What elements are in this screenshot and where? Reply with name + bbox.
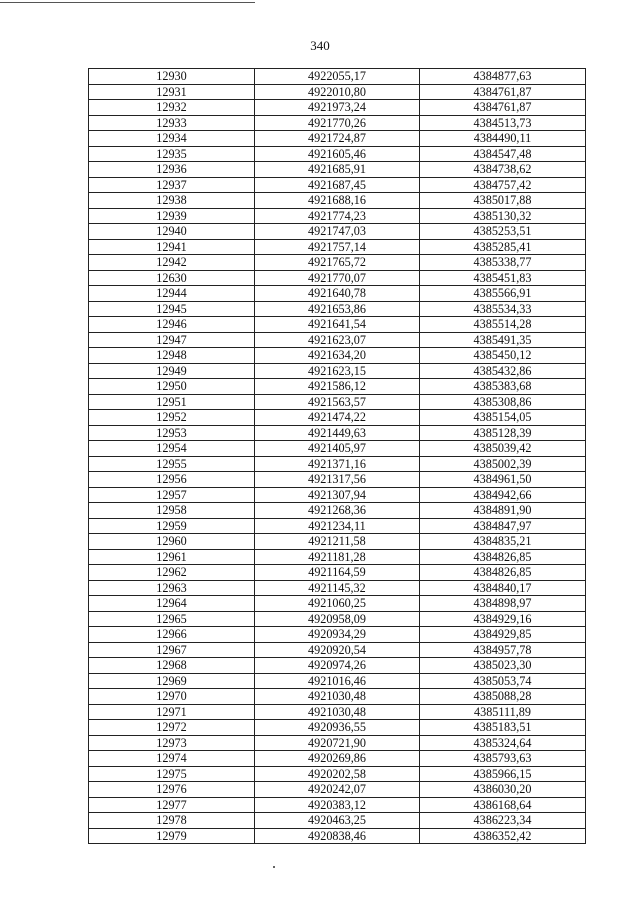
table-row (89, 348, 586, 364)
y-coordinate-cell: 4385338,77 (420, 255, 586, 271)
y-coordinate-cell: 4385450,12 (420, 348, 586, 364)
table-row (89, 394, 586, 410)
y-coordinate-cell: 4384826,85 (420, 549, 586, 565)
table-row (89, 642, 586, 658)
y-coordinate-cell: 4385039,42 (420, 441, 586, 457)
x-coordinate-cell: 4921371,16 (255, 456, 420, 472)
table-row (89, 518, 586, 534)
x-coordinate-cell: 4922010,80 (255, 84, 420, 100)
point-number-cell: 12977 (89, 797, 255, 813)
y-coordinate-cell: 4384847,97 (420, 518, 586, 534)
point-number-cell: 12930 (89, 69, 255, 85)
table-row (89, 239, 586, 255)
scan-speck (273, 866, 275, 868)
x-coordinate-cell: 4921640,78 (255, 286, 420, 302)
y-coordinate-cell: 4384490,11 (420, 131, 586, 147)
point-number-cell: 12946 (89, 317, 255, 333)
point-number-cell: 12958 (89, 503, 255, 519)
table-row (89, 332, 586, 348)
y-coordinate-cell: 4385183,51 (420, 720, 586, 736)
y-coordinate-cell: 4386168,64 (420, 797, 586, 813)
x-coordinate-cell: 4921586,12 (255, 379, 420, 395)
y-coordinate-cell: 4384898,97 (420, 596, 586, 612)
x-coordinate-cell: 4920242,07 (255, 782, 420, 798)
y-coordinate-cell: 4385017,88 (420, 193, 586, 209)
y-coordinate-cell: 4385111,89 (420, 704, 586, 720)
y-coordinate-cell: 4385253,51 (420, 224, 586, 240)
table-row (89, 193, 586, 209)
point-number-cell: 12941 (89, 239, 255, 255)
point-number-cell: 12942 (89, 255, 255, 271)
point-number-cell: 12967 (89, 642, 255, 658)
point-number-cell: 12963 (89, 580, 255, 596)
x-coordinate-cell: 4920934,29 (255, 627, 420, 643)
table-row (89, 472, 586, 488)
y-coordinate-cell: 4385432,86 (420, 363, 586, 379)
point-number-cell: 12630 (89, 270, 255, 286)
y-coordinate-cell: 4385514,28 (420, 317, 586, 333)
x-coordinate-cell: 4920920,54 (255, 642, 420, 658)
x-coordinate-cell: 4920383,12 (255, 797, 420, 813)
x-coordinate-cell: 4921724,87 (255, 131, 420, 147)
x-coordinate-cell: 4921641,54 (255, 317, 420, 333)
table-row (89, 441, 586, 457)
x-coordinate-cell: 4921634,20 (255, 348, 420, 364)
y-coordinate-cell: 4385002,39 (420, 456, 586, 472)
point-number-cell: 12965 (89, 611, 255, 627)
point-number-cell: 12932 (89, 100, 255, 116)
y-coordinate-cell: 4385534,33 (420, 301, 586, 317)
point-number-cell: 12933 (89, 115, 255, 131)
point-number-cell: 12973 (89, 735, 255, 751)
top-rule (0, 2, 255, 3)
table-row (89, 534, 586, 550)
table-row (89, 751, 586, 767)
page-number: 340 (310, 38, 330, 53)
table-row (89, 100, 586, 116)
point-number-cell: 12953 (89, 425, 255, 441)
point-number-cell: 12974 (89, 751, 255, 767)
x-coordinate-cell: 4921765,72 (255, 255, 420, 271)
x-coordinate-cell: 4921317,56 (255, 472, 420, 488)
y-coordinate-cell: 4384757,42 (420, 177, 586, 193)
x-coordinate-cell: 4921405,97 (255, 441, 420, 457)
x-coordinate-cell: 4921757,14 (255, 239, 420, 255)
table-row (89, 828, 586, 844)
table-row (89, 704, 586, 720)
table-row (89, 363, 586, 379)
y-coordinate-cell: 4384835,21 (420, 534, 586, 550)
y-coordinate-cell: 4384761,87 (420, 84, 586, 100)
y-coordinate-cell: 4384929,85 (420, 627, 586, 643)
point-number-cell: 12931 (89, 84, 255, 100)
table-row (89, 766, 586, 782)
x-coordinate-cell: 4920936,55 (255, 720, 420, 736)
point-number-cell: 12972 (89, 720, 255, 736)
table-row (89, 177, 586, 193)
x-coordinate-cell: 4921030,48 (255, 689, 420, 705)
point-number-cell: 12966 (89, 627, 255, 643)
y-coordinate-cell: 4386030,20 (420, 782, 586, 798)
point-number-cell: 12976 (89, 782, 255, 798)
x-coordinate-cell: 4921563,57 (255, 394, 420, 410)
coordinates-table-body (89, 69, 586, 844)
coordinates-table (88, 68, 586, 844)
x-coordinate-cell: 4921685,91 (255, 162, 420, 178)
y-coordinate-cell: 4385966,15 (420, 766, 586, 782)
table-row (89, 658, 586, 674)
table-row (89, 549, 586, 565)
y-coordinate-cell: 4384891,90 (420, 503, 586, 519)
point-number-cell: 12961 (89, 549, 255, 565)
x-coordinate-cell: 4921623,15 (255, 363, 420, 379)
x-coordinate-cell: 4921449,63 (255, 425, 420, 441)
table-row (89, 162, 586, 178)
x-coordinate-cell: 4921770,26 (255, 115, 420, 131)
table-row (89, 611, 586, 627)
table-row (89, 782, 586, 798)
x-coordinate-cell: 4921687,45 (255, 177, 420, 193)
point-number-cell: 12970 (89, 689, 255, 705)
point-number-cell: 12968 (89, 658, 255, 674)
y-coordinate-cell: 4384840,17 (420, 580, 586, 596)
x-coordinate-cell: 4921688,16 (255, 193, 420, 209)
point-number-cell: 12935 (89, 146, 255, 162)
table-row (89, 84, 586, 100)
x-coordinate-cell: 4921145,32 (255, 580, 420, 596)
point-number-cell: 12979 (89, 828, 255, 844)
x-coordinate-cell: 4921747,03 (255, 224, 420, 240)
y-coordinate-cell: 4384761,87 (420, 100, 586, 116)
x-coordinate-cell: 4921016,46 (255, 673, 420, 689)
y-coordinate-cell: 4384957,78 (420, 642, 586, 658)
point-number-cell: 12962 (89, 565, 255, 581)
x-coordinate-cell: 4920202,58 (255, 766, 420, 782)
y-coordinate-cell: 4385053,74 (420, 673, 586, 689)
y-coordinate-cell: 4385130,32 (420, 208, 586, 224)
point-number-cell: 12934 (89, 131, 255, 147)
y-coordinate-cell: 4384929,16 (420, 611, 586, 627)
y-coordinate-cell: 4385793,63 (420, 751, 586, 767)
y-coordinate-cell: 4385566,91 (420, 286, 586, 302)
y-coordinate-cell: 4384961,50 (420, 472, 586, 488)
point-number-cell: 12949 (89, 363, 255, 379)
table-row (89, 224, 586, 240)
table-row (89, 286, 586, 302)
table-row (89, 689, 586, 705)
point-number-cell: 12959 (89, 518, 255, 534)
point-number-cell: 12954 (89, 441, 255, 457)
table-row (89, 673, 586, 689)
table-row (89, 410, 586, 426)
table-row (89, 270, 586, 286)
y-coordinate-cell: 4385451,83 (420, 270, 586, 286)
y-coordinate-cell: 4384738,62 (420, 162, 586, 178)
table-row (89, 456, 586, 472)
point-number-cell: 12945 (89, 301, 255, 317)
point-number-cell: 12957 (89, 487, 255, 503)
point-number-cell: 12952 (89, 410, 255, 426)
point-number-cell: 12944 (89, 286, 255, 302)
table-row (89, 487, 586, 503)
x-coordinate-cell: 4921474,22 (255, 410, 420, 426)
y-coordinate-cell: 4385154,05 (420, 410, 586, 426)
point-number-cell: 12960 (89, 534, 255, 550)
y-coordinate-cell: 4385023,30 (420, 658, 586, 674)
y-coordinate-cell: 4386223,34 (420, 813, 586, 829)
y-coordinate-cell: 4385128,39 (420, 425, 586, 441)
point-number-cell: 12969 (89, 673, 255, 689)
x-coordinate-cell: 4921623,07 (255, 332, 420, 348)
point-number-cell: 12939 (89, 208, 255, 224)
table-row (89, 131, 586, 147)
y-coordinate-cell: 4385308,86 (420, 394, 586, 410)
point-number-cell: 12971 (89, 704, 255, 720)
point-number-cell: 12938 (89, 193, 255, 209)
table-row (89, 115, 586, 131)
y-coordinate-cell: 4384877,63 (420, 69, 586, 85)
y-coordinate-cell: 4385491,35 (420, 332, 586, 348)
table-row (89, 317, 586, 333)
point-number-cell: 12950 (89, 379, 255, 395)
x-coordinate-cell: 4921653,86 (255, 301, 420, 317)
point-number-cell: 12937 (89, 177, 255, 193)
point-number-cell: 12978 (89, 813, 255, 829)
table-row (89, 580, 586, 596)
x-coordinate-cell: 4921060,25 (255, 596, 420, 612)
point-number-cell: 12975 (89, 766, 255, 782)
point-number-cell: 12947 (89, 332, 255, 348)
table-row (89, 255, 586, 271)
table-row (89, 813, 586, 829)
point-number-cell: 12951 (89, 394, 255, 410)
point-number-cell: 12948 (89, 348, 255, 364)
x-coordinate-cell: 4920838,46 (255, 828, 420, 844)
x-coordinate-cell: 4921770,07 (255, 270, 420, 286)
y-coordinate-cell: 4385088,28 (420, 689, 586, 705)
point-number-cell: 12956 (89, 472, 255, 488)
x-coordinate-cell: 4921030,48 (255, 704, 420, 720)
table-row (89, 797, 586, 813)
table-row (89, 735, 586, 751)
x-coordinate-cell: 4921307,94 (255, 487, 420, 503)
x-coordinate-cell: 4921164,59 (255, 565, 420, 581)
point-number-cell: 12964 (89, 596, 255, 612)
x-coordinate-cell: 4921211,58 (255, 534, 420, 550)
y-coordinate-cell: 4384942,66 (420, 487, 586, 503)
table-row (89, 301, 586, 317)
table-row (89, 69, 586, 85)
y-coordinate-cell: 4385383,68 (420, 379, 586, 395)
x-coordinate-cell: 4920269,86 (255, 751, 420, 767)
x-coordinate-cell: 4920974,26 (255, 658, 420, 674)
y-coordinate-cell: 4385324,64 (420, 735, 586, 751)
table-row (89, 425, 586, 441)
x-coordinate-cell: 4921234,11 (255, 518, 420, 534)
table-row (89, 565, 586, 581)
table-row (89, 627, 586, 643)
x-coordinate-cell: 4920463,25 (255, 813, 420, 829)
x-coordinate-cell: 4921774,23 (255, 208, 420, 224)
x-coordinate-cell: 4921605,46 (255, 146, 420, 162)
x-coordinate-cell: 4920958,09 (255, 611, 420, 627)
point-number-cell: 12936 (89, 162, 255, 178)
table-row (89, 379, 586, 395)
x-coordinate-cell: 4920721,90 (255, 735, 420, 751)
table-row (89, 720, 586, 736)
x-coordinate-cell: 4921973,24 (255, 100, 420, 116)
x-coordinate-cell: 4922055,17 (255, 69, 420, 85)
y-coordinate-cell: 4384826,85 (420, 565, 586, 581)
table-row (89, 146, 586, 162)
point-number-cell: 12940 (89, 224, 255, 240)
y-coordinate-cell: 4384513,73 (420, 115, 586, 131)
x-coordinate-cell: 4921181,28 (255, 549, 420, 565)
table-row (89, 503, 586, 519)
y-coordinate-cell: 4386352,42 (420, 828, 586, 844)
table-row (89, 596, 586, 612)
y-coordinate-cell: 4384547,48 (420, 146, 586, 162)
x-coordinate-cell: 4921268,36 (255, 503, 420, 519)
y-coordinate-cell: 4385285,41 (420, 239, 586, 255)
point-number-cell: 12955 (89, 456, 255, 472)
table-row (89, 208, 586, 224)
